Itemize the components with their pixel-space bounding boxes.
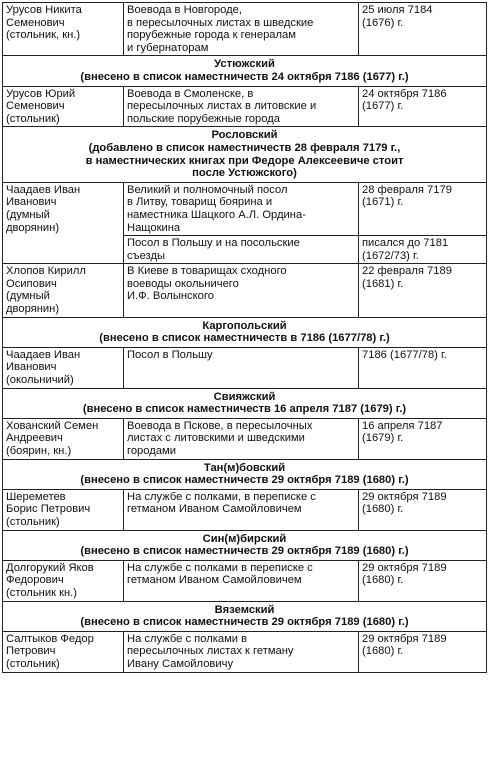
position-line: съезды xyxy=(127,249,166,262)
date-line: 29 октября 7189 xyxy=(362,632,447,645)
date-line: 25 июля 7184 xyxy=(362,4,433,16)
position-line: На службе с полками в xyxy=(127,632,248,645)
position-line: В Киеве в товарищах сходного xyxy=(127,265,287,278)
position-cell xyxy=(124,236,359,264)
position-line: Посол в Польшу и на посольские xyxy=(127,237,300,250)
date-cell xyxy=(359,3,487,56)
date-line: 29 октября 7189 xyxy=(362,490,447,503)
date-line: 24 октября 7186 xyxy=(362,87,447,100)
person-line: (стольник, кн.) xyxy=(6,29,81,42)
section-heading xyxy=(3,127,487,182)
position-cell xyxy=(124,182,359,235)
person-line: Салтыков Федор xyxy=(6,632,94,645)
governors-table-body xyxy=(3,3,487,673)
position-line: Посол в Польшу xyxy=(127,348,213,361)
section-row xyxy=(3,530,487,560)
section-heading-line: Вяземский xyxy=(214,603,275,616)
date-line: (1677) г. xyxy=(362,100,404,113)
date-line: 7186 (1677/78) г. xyxy=(362,348,447,361)
date-cell xyxy=(359,86,487,127)
table-row xyxy=(3,182,487,235)
section-heading xyxy=(3,56,487,86)
position-line: гетманом Иваном Самойловичем xyxy=(127,503,302,516)
position-cell xyxy=(124,347,359,388)
person-line: (стольник) xyxy=(6,657,60,670)
section-heading-line: (внесено в список наместничеств 16 апреля 7187 (1679) г.) xyxy=(82,403,407,416)
section-heading-line: Каргопольский xyxy=(202,319,287,332)
table-row xyxy=(3,631,487,672)
date-cell xyxy=(359,182,487,235)
position-line: Воевода в Новгороде, xyxy=(127,4,242,16)
position-line: Воевода в Пскове, в пересылочных xyxy=(127,419,313,432)
person-line: Федорович xyxy=(6,574,64,587)
date-line: (1679) г. xyxy=(362,432,404,445)
section-heading-line: (внесено в список наместничеств в 7186 (1677/78) г.) xyxy=(99,332,390,345)
date-cell xyxy=(359,560,487,601)
position-line: пересылочных листах в литовские и xyxy=(127,100,317,113)
person-line: Андреевич xyxy=(6,432,63,445)
person-line: Чаадаев Иван xyxy=(6,183,81,196)
person-line: Урусов Юрий xyxy=(6,87,76,100)
person-cell xyxy=(3,347,124,388)
section-heading-line: в наместнических книгах при Федоре Алексеевиче стоит xyxy=(85,154,404,167)
section-heading-line: (внесено в список наместничеств 24 октября 7186 (1677) г.) xyxy=(80,70,409,83)
person-line: Семенович xyxy=(6,16,65,29)
section-heading xyxy=(3,601,487,631)
person-cell xyxy=(3,264,124,317)
date-line: (1680) г. xyxy=(362,645,404,658)
table-row xyxy=(3,3,487,56)
person-line: Иванович xyxy=(6,196,57,209)
date-cell xyxy=(359,418,487,459)
position-line: порубежные города к генералам xyxy=(127,29,296,42)
date-line: 22 февраля 7189 xyxy=(362,265,452,278)
person-cell xyxy=(3,489,124,530)
person-line: Петрович xyxy=(6,645,56,658)
table-row xyxy=(3,418,487,459)
position-cell xyxy=(124,264,359,317)
section-heading xyxy=(3,530,487,560)
person-line: (стольник кн.) xyxy=(6,586,77,599)
position-line: Нащокина xyxy=(127,221,181,234)
person-line: (думный xyxy=(6,290,50,303)
section-heading xyxy=(3,317,487,347)
section-heading-line: (внесено в список наместничеств 29 октября 7189 (1680) г.) xyxy=(80,545,409,558)
position-line: польские порубежные города xyxy=(127,112,280,125)
person-cell xyxy=(3,3,124,56)
position-line: Великий и полномочный посол xyxy=(127,183,288,196)
position-line: И.Ф. Волынского xyxy=(127,290,214,303)
section-row xyxy=(3,388,487,418)
position-line: наместника Шацкого А.Л. Ордина- xyxy=(127,208,306,221)
person-line: Шереметев xyxy=(6,490,66,503)
person-line: Хованский Семен xyxy=(6,419,99,432)
person-line: дворянин) xyxy=(6,221,60,234)
section-heading-line: Син(м)бирский xyxy=(202,532,287,545)
position-line: городами xyxy=(127,445,176,457)
date-line: (1681) г. xyxy=(362,277,404,290)
section-row xyxy=(3,601,487,631)
position-line: На службе с полками, в переписке с xyxy=(127,490,316,503)
date-cell xyxy=(359,264,487,317)
position-line: пересылочных листах к гетману xyxy=(127,645,294,658)
section-heading xyxy=(3,388,487,418)
date-cell xyxy=(359,489,487,530)
date-line: (1672/73) г. xyxy=(362,249,419,262)
section-heading-line: (добавлено в список наместничеств 28 февраля 7179 г., xyxy=(88,141,401,154)
position-line: Ивану Самойловичу xyxy=(127,657,234,670)
person-cell xyxy=(3,86,124,127)
section-heading-line: Рословский xyxy=(211,129,278,142)
person-line: Осипович xyxy=(6,277,57,290)
person-line: Борис Петрович xyxy=(6,503,91,516)
date-line: 28 февраля 7179 xyxy=(362,183,452,196)
person-line: (окольничий) xyxy=(6,374,74,387)
date-line: (1680) г. xyxy=(362,574,404,587)
date-line: 29 октября 7189 xyxy=(362,561,447,574)
date-line: (1676) г. xyxy=(362,16,404,29)
table-row xyxy=(3,489,487,530)
person-line: Чаадаев Иван xyxy=(6,348,81,361)
date-line: писался до 7181 xyxy=(362,237,449,250)
position-line: На службе с полками в переписке с xyxy=(127,561,313,574)
position-cell xyxy=(124,3,359,56)
table-row xyxy=(3,86,487,127)
position-cell xyxy=(124,86,359,127)
section-heading-line: Устюжский xyxy=(214,58,275,71)
person-line: (стольник) xyxy=(6,515,60,528)
date-cell xyxy=(359,347,487,388)
person-line: Иванович xyxy=(6,361,57,374)
section-heading-line: после Устюжского) xyxy=(192,167,297,180)
table-row xyxy=(3,560,487,601)
position-cell xyxy=(124,631,359,672)
position-cell xyxy=(124,560,359,601)
position-line: гетманом Иваном Самойловичем xyxy=(127,574,302,587)
position-cell xyxy=(124,489,359,530)
person-line: Долгорукий Яков xyxy=(6,561,94,574)
section-heading-line: (внесено в список наместничеств 29 октября 7189 (1680) г.) xyxy=(80,474,409,487)
person-line: дворянин) xyxy=(6,303,60,316)
person-line: Урусов Никита xyxy=(6,4,82,16)
section-row xyxy=(3,56,487,86)
section-row xyxy=(3,459,487,489)
section-heading-line: Тан(м)бовский xyxy=(203,461,286,474)
section-row xyxy=(3,127,487,182)
governors-table xyxy=(2,2,487,673)
position-line: Воевода в Смоленске, в xyxy=(127,87,254,100)
section-heading xyxy=(3,459,487,489)
person-line: (стольник) xyxy=(6,112,60,125)
person-cell xyxy=(3,182,124,264)
person-line: Семенович xyxy=(6,100,65,113)
position-line: в Литву, товарищ боярина и xyxy=(127,196,273,209)
section-row xyxy=(3,317,487,347)
person-cell xyxy=(3,631,124,672)
date-cell xyxy=(359,631,487,672)
person-line: (боярин, кн.) xyxy=(6,445,72,457)
person-line: Хлопов Кирилл xyxy=(6,265,86,278)
position-cell xyxy=(124,418,359,459)
date-line: (1680) г. xyxy=(362,503,404,516)
position-line: в пересылочных листах в шведские xyxy=(127,16,314,29)
section-heading-line: Свияжский xyxy=(213,390,276,403)
date-cell xyxy=(359,236,487,264)
section-heading-line: (внесено в список наместничеств 29 октября 7189 (1680) г.) xyxy=(80,616,409,629)
position-line: листах с литовскими и шведскими xyxy=(127,432,305,445)
person-cell xyxy=(3,560,124,601)
position-line: воеводы окольничего xyxy=(127,277,239,290)
person-line: (думный xyxy=(6,208,50,221)
date-line: (1671) г. xyxy=(362,196,404,209)
table-row xyxy=(3,264,487,317)
person-cell xyxy=(3,418,124,459)
date-line: 16 апреля 7187 xyxy=(362,419,443,432)
position-line: и губернаторам xyxy=(127,41,209,54)
table-row xyxy=(3,347,487,388)
